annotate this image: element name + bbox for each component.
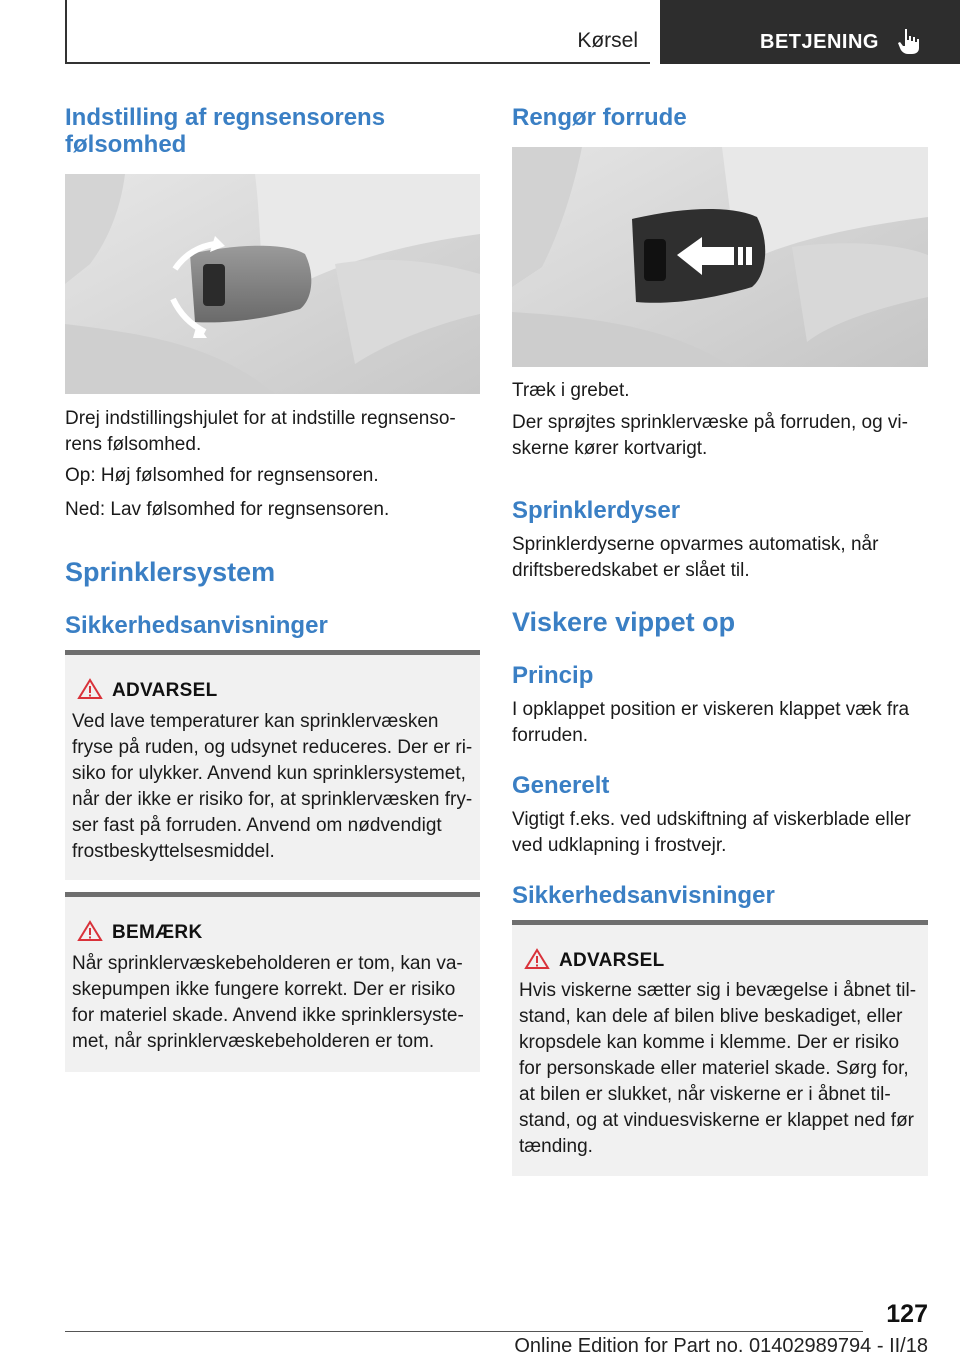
heading-wipers-folded-up: Viskere vippet op bbox=[512, 607, 736, 637]
rain-sensor-dial-illustration bbox=[65, 174, 480, 394]
hand-pointer-icon bbox=[896, 27, 922, 55]
text-line: rens følsomhed. bbox=[65, 434, 202, 455]
header-rule-left bbox=[65, 0, 67, 64]
header-section-title: Kørsel bbox=[577, 29, 638, 52]
heading-safety-instructions: Sikkerhedsanvisninger bbox=[512, 882, 775, 909]
text-line: for materiel skade. Anvend ikke sprinklersyste- bbox=[72, 1005, 464, 1026]
wiper-lever-pull-illustration bbox=[512, 147, 928, 367]
text-line: for personskade eller materiel skade. Sørg for, bbox=[519, 1058, 909, 1079]
text-line: fryse på ruden, og udsynet reduceres. Der er ri- bbox=[72, 737, 473, 758]
text-line: I opklappet position er viskeren klappet væk fra bbox=[512, 699, 910, 720]
footer-edition: Online Edition for Part no. 01402989794 - II/18 bbox=[514, 1335, 928, 1357]
text-line: frostbeskyttelsesmiddel. bbox=[72, 841, 275, 862]
warning-box-wipers-moving bbox=[512, 920, 928, 1176]
text-line: Hvis viskerne sætter sig i bevægelse i åbnet til- bbox=[519, 980, 917, 1001]
text-line: når der ikke er risiko for, at sprinklervæsken fry- bbox=[72, 789, 473, 810]
heading-principle: Princip bbox=[512, 662, 594, 689]
text-line: met, når sprinklervæskebeholderen er tom. bbox=[72, 1031, 435, 1052]
steering-column-lever-image bbox=[65, 174, 480, 394]
note-title: BEMÆRK bbox=[112, 922, 203, 943]
warning-text bbox=[519, 978, 925, 1160]
warning-text bbox=[72, 709, 477, 865]
text-line: skerne kører kortvarigt. bbox=[512, 438, 708, 459]
warning-triangle-icon bbox=[77, 678, 103, 700]
note-box-top-bar bbox=[65, 892, 480, 897]
heading-safety-instructions: Sikkerhedsanvisninger bbox=[65, 612, 328, 639]
text-line: forruden. bbox=[512, 725, 589, 746]
text-line: Drej indstillingshjulet for at indstille regnsenso- bbox=[65, 408, 456, 429]
warning-triangle-icon bbox=[77, 920, 103, 942]
page-number: 127 bbox=[886, 1300, 928, 1328]
text-line: Ved lave temperaturer kan sprinklervæsken bbox=[72, 711, 439, 732]
text-line: siko for ulykker. Anvend kun sprinklersystemet, bbox=[72, 763, 466, 784]
heading-general: Generelt bbox=[512, 772, 610, 799]
heading-line: følsomhed bbox=[65, 131, 187, 158]
footer-rule bbox=[65, 1331, 863, 1332]
text-line: Sprinklerdyserne opvarmes automatisk, når bbox=[512, 534, 879, 555]
paragraph-spray-description bbox=[512, 410, 928, 462]
header-chapter-label: BETJENING bbox=[760, 31, 879, 53]
paragraph-up-high: Op: Høj følsomhed for regnsensoren. bbox=[65, 465, 379, 486]
heading-rain-sensor-sensitivity bbox=[65, 104, 480, 158]
text-line: at bilen er slukket, når viskerne er i åbnet til- bbox=[519, 1084, 891, 1105]
text-line: Vigtigt f.eks. ved udskiftning af viskerblade eller bbox=[512, 809, 911, 830]
text-line: Der sprøjtes sprinklervæske på forruden, og vi- bbox=[512, 412, 908, 433]
warning-title: ADVARSEL bbox=[559, 950, 665, 971]
warning-box-top-bar bbox=[512, 920, 928, 925]
heading-sprinkler-nozzles: Sprinklerdyser bbox=[512, 497, 681, 524]
text-line: ved udklapning i frostvejr. bbox=[512, 835, 727, 856]
warning-title: ADVARSEL bbox=[112, 680, 218, 701]
paragraph-pull-lever: Træk i grebet. bbox=[512, 380, 630, 401]
header-rule-bottom bbox=[65, 62, 650, 64]
warning-triangle-icon bbox=[524, 948, 550, 970]
paragraph-dial-instruction bbox=[65, 406, 480, 458]
warning-box-top-bar bbox=[65, 650, 480, 655]
text-line: Når sprinklervæskebeholderen er tom, kan va- bbox=[72, 953, 463, 974]
paragraph-general bbox=[512, 807, 928, 859]
heading-clean-windshield: Rengør forrude bbox=[512, 104, 687, 131]
heading-line: Indstilling af regnsensorens bbox=[65, 104, 386, 131]
wiper-lever-image bbox=[512, 147, 928, 367]
paragraph-nozzles-heated bbox=[512, 532, 928, 584]
warning-box-frost bbox=[65, 650, 480, 880]
text-line: skepumpen ikke fungere korrekt. Der er risiko bbox=[72, 979, 456, 1000]
paragraph-principle bbox=[512, 697, 928, 749]
note-text bbox=[72, 951, 477, 1055]
text-line: ser fast på forruden. Anvend om nødvendigt bbox=[72, 815, 442, 836]
heading-sprinkler-system: Sprinklersystem bbox=[65, 557, 276, 587]
paragraph-down-low: Ned: Lav følsomhed for regnsensoren. bbox=[65, 499, 390, 520]
note-box-empty-reservoir bbox=[65, 892, 480, 1072]
text-line: stand, og at vinduesviskerne er klappet ned før bbox=[519, 1110, 915, 1131]
text-line: stand, kan dele af bilen blive beskadiget, eller bbox=[519, 1006, 903, 1027]
text-line: kropsdele kan komme i klemme. Der er risiko bbox=[519, 1032, 900, 1053]
text-line: tænding. bbox=[519, 1136, 593, 1157]
header-chapter-tab[interactable] bbox=[660, 0, 960, 64]
text-line: driftsberedskabet er slået til. bbox=[512, 560, 750, 581]
